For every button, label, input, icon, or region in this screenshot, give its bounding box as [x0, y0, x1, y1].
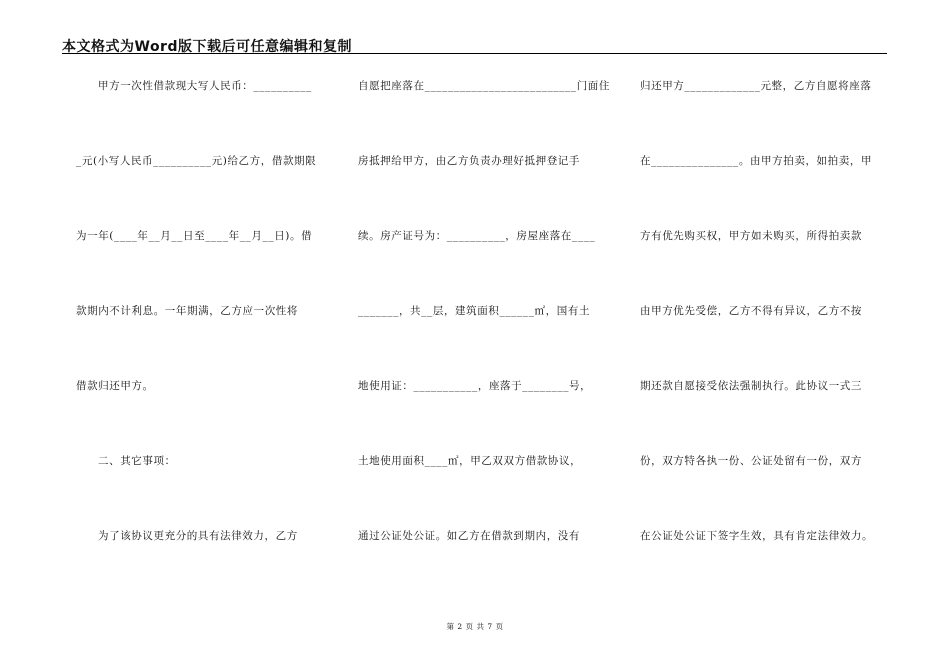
text-line: 款期内不计利息。一年期满，乙方应一次性将 [76, 305, 298, 317]
text-line: 房抵押给甲方，由乙方负责办理好抵押登记手 [358, 155, 580, 167]
text-line: 在_______________。由甲方拍卖，如拍卖，甲 [640, 155, 873, 167]
text-line: 自愿把座落在__________________________门面住 [358, 80, 610, 92]
text-line: 在公证处公证下签字生效，具有肯定法律效力。 [640, 530, 874, 542]
text-line: 借款归还甲方。 [76, 380, 154, 392]
text-line: 方有优先购买权，甲方如未购买，所得拍卖款 [640, 230, 862, 242]
text-line: 地使用证：___________，座落于________号， [358, 380, 592, 392]
document-header-title: 本文格式为Word版下载后可任意编辑和复制 [62, 39, 352, 55]
section-heading: 二、其它事项： [98, 455, 176, 467]
text-column-3 [640, 0, 890, 672]
text-line: 为了该协议更充分的具有法律效力，乙方 [98, 530, 298, 542]
text-line: 通过公证处公证。如乙方在借款到期内，没有 [358, 530, 580, 542]
text-line: 期还款自愿接受依法强制执行。此协议一式三 [640, 380, 862, 392]
text-column-2 [358, 0, 608, 672]
text-line: 由甲方优先受偿，乙方不得有异议，乙方不按 [640, 305, 862, 317]
text-line: _元(小写人民币__________元)给乙方，借款期限 [76, 155, 317, 167]
text-line: _______，共__层，建筑面积______㎡，国有土 [358, 305, 591, 317]
page-number: 第 2 页 共 7 页 [446, 622, 504, 631]
text-line: 为一年(____年__月__日至____年__月__日)。借 [76, 230, 313, 242]
text-line: 土地使用面积____㎡，甲乙双双方借款协议， [358, 455, 582, 467]
text-line: 续。房产证号为：__________，房屋座落在____ [358, 230, 596, 242]
text-line: 归还甲方_____________元整，乙方自愿将座落 [640, 80, 872, 92]
text-line: 甲方一次性借款现大写人民币：__________ [98, 80, 312, 92]
text-line: 份，双方特各执一份、公证处留有一份，双方 [640, 455, 862, 467]
text-column-1 [76, 0, 326, 672]
